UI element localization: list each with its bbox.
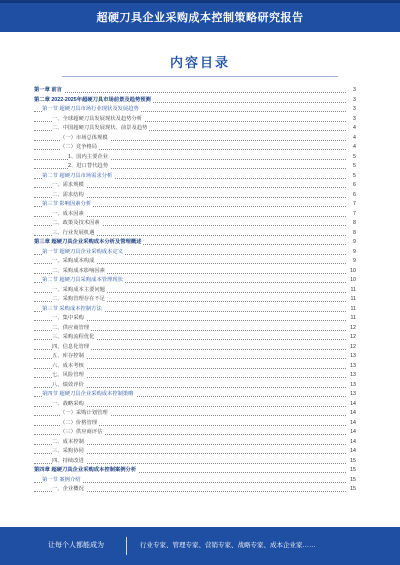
toc-entry[interactable] <box>34 210 356 220</box>
toc-entry[interactable] <box>34 390 356 400</box>
toc-entry-text: 第三节 采购成本控制方法 <box>42 305 104 315</box>
toc-page-number: 14 <box>346 428 356 438</box>
toc-entry-text: 1、国内主要企业 <box>68 153 110 163</box>
toc-entry[interactable] <box>34 305 356 315</box>
toc-entry-text: 一、采购成本构成 <box>52 257 96 267</box>
toc-page-number: 14 <box>346 419 356 429</box>
toc-entry[interactable] <box>34 229 356 239</box>
toc-title: 内容目录 <box>169 55 230 70</box>
toc-entry-text: 第四章 超硬刀具企业采购成本控制案例分析 <box>34 466 138 476</box>
toc-entry[interactable] <box>34 381 356 391</box>
toc-entry-text: 二、供应商管理 <box>52 324 91 334</box>
toc-entry-text: 二、成本控制 <box>52 438 86 448</box>
toc-entry-text: （一）市场总体规模 <box>60 134 110 144</box>
toc-entry-text: 第三章 超硬刀具企业采购成本分析及管理概述 <box>34 238 143 248</box>
toc-page-number: 9 <box>346 248 356 258</box>
toc-entry[interactable] <box>34 457 356 467</box>
toc-entry[interactable] <box>34 143 356 153</box>
toc-leader-dots <box>34 92 346 93</box>
toc-entry-text: 一、战略采购 <box>52 400 86 410</box>
toc-entry-text: 二、政策及技术因素 <box>52 219 102 229</box>
toc-entry-text: 第二节 超硬刀具市场需求分析 <box>42 172 114 182</box>
toc-entry[interactable] <box>34 400 356 410</box>
toc-page-number: 10 <box>346 276 356 286</box>
toc-page-number: 3 <box>346 96 356 106</box>
toc-entry[interactable] <box>34 124 356 134</box>
toc-entry-text: （一）采购计划管理 <box>60 409 110 419</box>
toc-page-number: 14 <box>346 447 356 457</box>
toc-entry[interactable] <box>34 438 356 448</box>
toc-entry-text: 三、行业发展机遇 <box>52 229 96 239</box>
toc-page-number: 5 <box>346 153 356 163</box>
toc-page-number: 6 <box>346 191 356 201</box>
toc-entry-text: 二、中国超硬刀具发展现状、前景及趋势 <box>52 124 149 134</box>
toc-entry[interactable] <box>34 257 356 267</box>
toc-entry-text: 四、持续改进 <box>52 457 86 467</box>
toc-page-number: 14 <box>346 438 356 448</box>
toc-entry[interactable] <box>34 428 356 438</box>
toc-page-number: 12 <box>346 333 356 343</box>
toc-page-number: 14 <box>346 400 356 410</box>
toc-entry-text: 第一节 超硬刀具企业采购成本定义 <box>42 248 125 258</box>
toc-entry-text: 第一节 超硬刀具市场行业现状及发展趋势 <box>42 105 141 115</box>
toc-entry[interactable] <box>34 295 356 305</box>
toc-entry-text: 二、采购成本影响因素 <box>52 267 107 277</box>
toc-entry-text: 第一章 前言 <box>34 86 64 96</box>
toc-entry-text: 七、风险管理 <box>52 371 86 381</box>
toc-entry[interactable] <box>34 333 356 343</box>
toc-page-number: 11 <box>346 314 356 324</box>
toc-page-number: 7 <box>346 210 356 220</box>
toc-page-number: 11 <box>346 295 356 305</box>
toc-page-number: 15 <box>346 466 356 476</box>
toc-page-number: 12 <box>346 343 356 353</box>
toc-entry-text: 第二章 2022-2025年超硬刀具市场前景及趋势预测 <box>34 96 153 106</box>
toc-entry[interactable] <box>34 485 356 495</box>
report-title: 超硬刀具企业采购成本控制策略研究报告 <box>96 12 304 24</box>
toc-entry[interactable] <box>34 162 356 172</box>
toc-page-number: 5 <box>346 172 356 182</box>
toc-page-number: 3 <box>346 105 356 115</box>
toc-page-number: 9 <box>346 238 356 248</box>
toc-page-number: 13 <box>346 362 356 372</box>
toc-entry[interactable] <box>34 466 356 476</box>
toc-page-number: 14 <box>346 409 356 419</box>
toc-entry-text: 三、采购流程优化 <box>52 333 96 343</box>
toc-entry[interactable] <box>34 447 356 457</box>
toc-entry-text: 一、成本因素 <box>52 210 86 220</box>
toc-entry[interactable] <box>34 314 356 324</box>
toc-page-number: 4 <box>346 134 356 144</box>
toc-entry-text: 一、全球超硬刀具发展现状及趋势分析 <box>52 115 144 125</box>
toc-entry-text: 一、集中采购 <box>52 314 86 324</box>
toc-entry-text: 第三节 影响因素分析 <box>42 200 93 210</box>
toc-entry-text: 三、采购协同 <box>52 447 86 457</box>
toc-page-number: 10 <box>346 267 356 277</box>
toc-entry[interactable] <box>34 343 356 353</box>
toc-entry[interactable] <box>34 191 356 201</box>
toc-entry-text: 八、绩效评价 <box>52 381 86 391</box>
toc-entry[interactable] <box>34 219 356 229</box>
toc-entry-text: 五、库存控制 <box>52 352 86 362</box>
toc-page-number: 6 <box>346 181 356 191</box>
toc-entry[interactable] <box>34 276 356 286</box>
toc-page-number: 8 <box>346 219 356 229</box>
toc-page-number: 13 <box>346 381 356 391</box>
toc-page-number: 5 <box>346 162 356 172</box>
toc-page-number: 7 <box>346 200 356 210</box>
toc-entry[interactable] <box>34 115 356 125</box>
toc-entry[interactable] <box>34 96 356 106</box>
toc-page-number: 13 <box>346 390 356 400</box>
table-of-contents <box>34 86 356 495</box>
toc-entry-text: 一、需求规模 <box>52 181 86 191</box>
toc-entry-text: 四、信息化管理 <box>52 343 91 353</box>
toc-entry[interactable] <box>34 267 356 277</box>
toc-entry[interactable] <box>34 105 356 115</box>
toc-page-number: 8 <box>346 229 356 239</box>
toc-page-number: 4 <box>346 143 356 153</box>
toc-entry-text: （二）价格管理 <box>60 419 99 429</box>
footer-divider <box>126 537 127 555</box>
toc-entry[interactable] <box>34 200 356 210</box>
toc-entry-text: 第二节 超硬刀具采购成本管理现状 <box>42 276 125 286</box>
toc-entry[interactable] <box>34 248 356 258</box>
toc-entry[interactable] <box>34 362 356 372</box>
toc-entry-text: 一、采购成本主要问题 <box>52 286 107 296</box>
toc-entry[interactable] <box>34 371 356 381</box>
toc-entry-text: 六、成本考核 <box>52 362 86 372</box>
toc-page-number: 13 <box>346 371 356 381</box>
toc-entry[interactable] <box>34 286 356 296</box>
toc-entry-text: 第一节 案例介绍 <box>42 476 83 486</box>
header-accent-bar <box>0 0 400 3</box>
toc-entry[interactable] <box>34 153 356 163</box>
toc-entry[interactable] <box>34 476 356 486</box>
toc-entry-text: 二、需求结构 <box>52 191 86 201</box>
toc-page-number: 4 <box>346 124 356 134</box>
footer-tagline: 行业专家、管理专家、营销专家、战略专家、成本企业家…… <box>140 542 316 549</box>
toc-entry[interactable] <box>34 409 356 419</box>
toc-entry[interactable] <box>34 181 356 191</box>
toc-page-number: 15 <box>346 476 356 486</box>
footer-slogan: 让每个人都能成为 <box>48 542 104 549</box>
toc-entry-text: 第四节 超硬刀具企业采购成本控制策略 <box>42 390 136 400</box>
toc-entry-text: 一、企业概况 <box>52 485 86 495</box>
toc-entry-text: （三）供应商评估 <box>60 428 104 438</box>
toc-page-number: 11 <box>346 286 356 296</box>
toc-page-number: 12 <box>346 324 356 334</box>
toc-entry[interactable] <box>34 324 356 334</box>
toc-entry[interactable] <box>34 352 356 362</box>
toc-entry-text: （二）竞争格局 <box>60 143 99 153</box>
toc-entry[interactable] <box>34 238 356 248</box>
page-footer <box>0 527 400 565</box>
toc-entry[interactable] <box>34 134 356 144</box>
toc-page-number: 9 <box>346 257 356 267</box>
toc-entry[interactable] <box>34 172 356 182</box>
toc-page-number: 11 <box>346 305 356 315</box>
toc-divider <box>62 76 338 77</box>
toc-entry[interactable] <box>34 419 356 429</box>
toc-entry-text: 二、采购管理存在不足 <box>52 295 107 305</box>
toc-page-number: 13 <box>346 352 356 362</box>
report-header <box>0 0 400 32</box>
toc-page-number: 15 <box>346 457 356 467</box>
toc-page-number: 3 <box>346 86 356 96</box>
toc-page-number: 15 <box>346 485 356 495</box>
toc-entry-text: 2、进口替代趋势 <box>68 162 110 172</box>
toc-page-number: 3 <box>346 115 356 125</box>
toc-entry[interactable] <box>34 86 356 96</box>
